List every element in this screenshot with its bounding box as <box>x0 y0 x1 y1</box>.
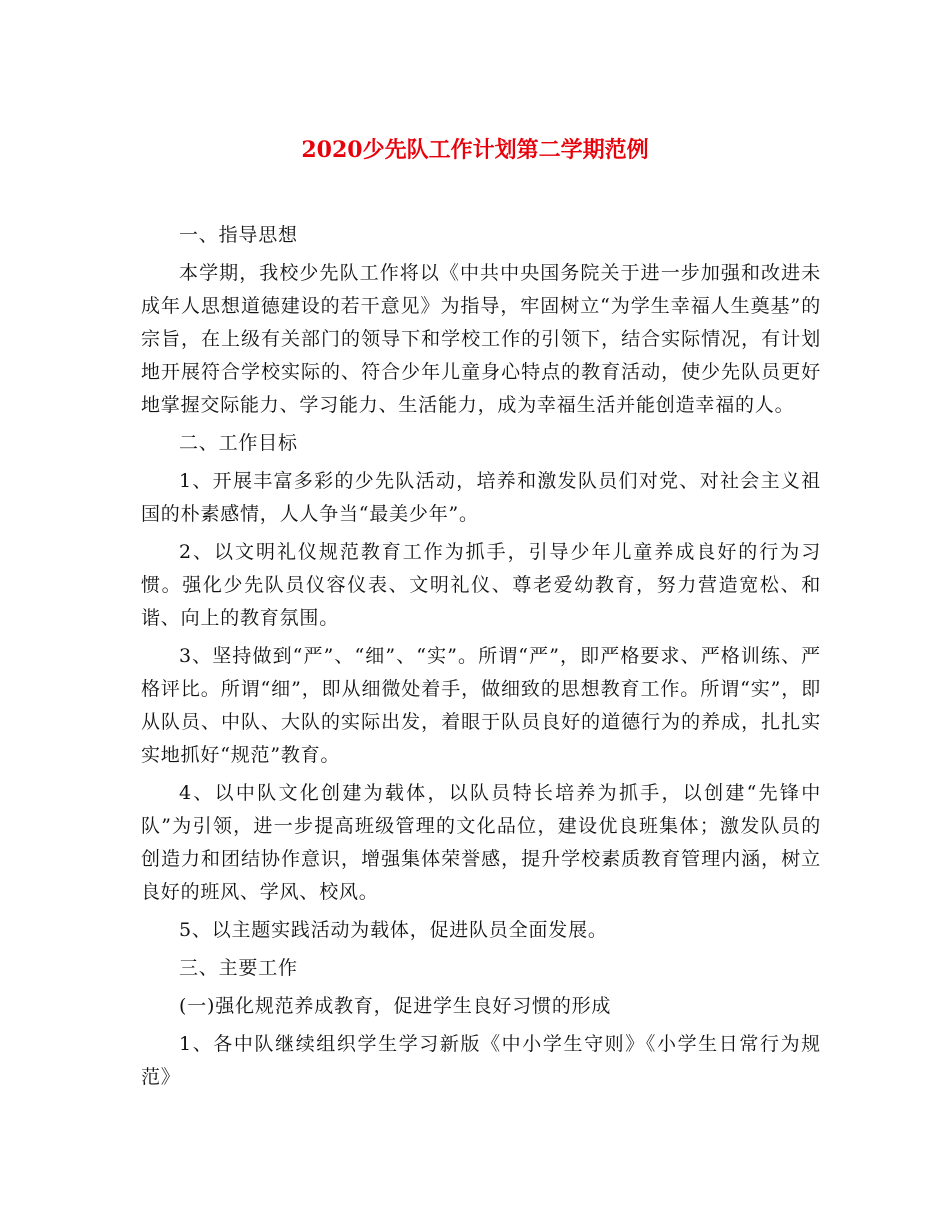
paragraph-work-1: 1、各中队继续组织学生学习新版《中小学生守则》《小学生日常行为规范》 <box>141 1033 821 1088</box>
paragraph-goal-4: 4、以中队文化创建为载体，以队员特长培养为抓手，以创建“先锋中队”为引领，进一步提高班级管理的文化品位，建设优良班集体；激发队员的创造力和团结协作意识，增强集体荣誉感，提升学校素质教育管理内涵，树立良好的班风、学风、校风。 <box>141 782 821 903</box>
subsection-heading-habits: (一)强化规范养成教育，促进学生良好习惯的形成 <box>179 995 612 1017</box>
paragraph-goal-2: 2、以文明礼仪规范教育工作为抓手，引导少年儿童养成良好的行为习惯。强化少先队员仪容仪表、文明礼仪、尊老爱幼教育，努力营造宽松、和谐、向上的教育氛围。 <box>141 541 821 629</box>
paragraph-goal-5: 5、以主题实践活动为载体，促进队员全面发展。 <box>179 919 608 941</box>
paragraph-goal-3: 3、坚持做到“严”、“细”、“实”。所谓“严”，即严格要求、严格训练、严格评比。所谓“细”，即从细微处着手，做细致的思想教育工作。所谓“实”，即从队员、中队、大队的实际出发，着眼于队员良好的道德行为的养成，扎扎实实地抓好“规范”教育。 <box>141 645 821 766</box>
section-heading-work-goals: 二、工作目标 <box>179 432 298 454</box>
paragraph-goal-1: 1、开展丰富多彩的少先队活动，培养和激发队员们对党、对社会主义祖国的朴素感情，人人争当“最美少年”。 <box>141 470 821 525</box>
section-heading-main-work: 三、主要工作 <box>179 957 298 979</box>
document-title: 2020少先队工作计划第二学期范例 <box>301 137 649 163</box>
section-heading-guiding-thought: 一、指导思想 <box>179 224 298 246</box>
document-body <box>141 219 821 1099</box>
paragraph-guiding-thought: 本学期，我校少先队工作将以《中共中央国务院关于进一步加强和改进未成年人思想道德建设的若干意见》为指导，牢固树立“为学生幸福人生奠基”的宗旨，在上级有关部门的领导下和学校工作的引领下，结合实际情况，有计划地开展符合学校实际的、符合少年儿童身心特点的教育活动，使少先队员更好地掌握交际能力、学习能力、生活能力，成为幸福生活并能创造幸福的人。 <box>141 262 821 416</box>
